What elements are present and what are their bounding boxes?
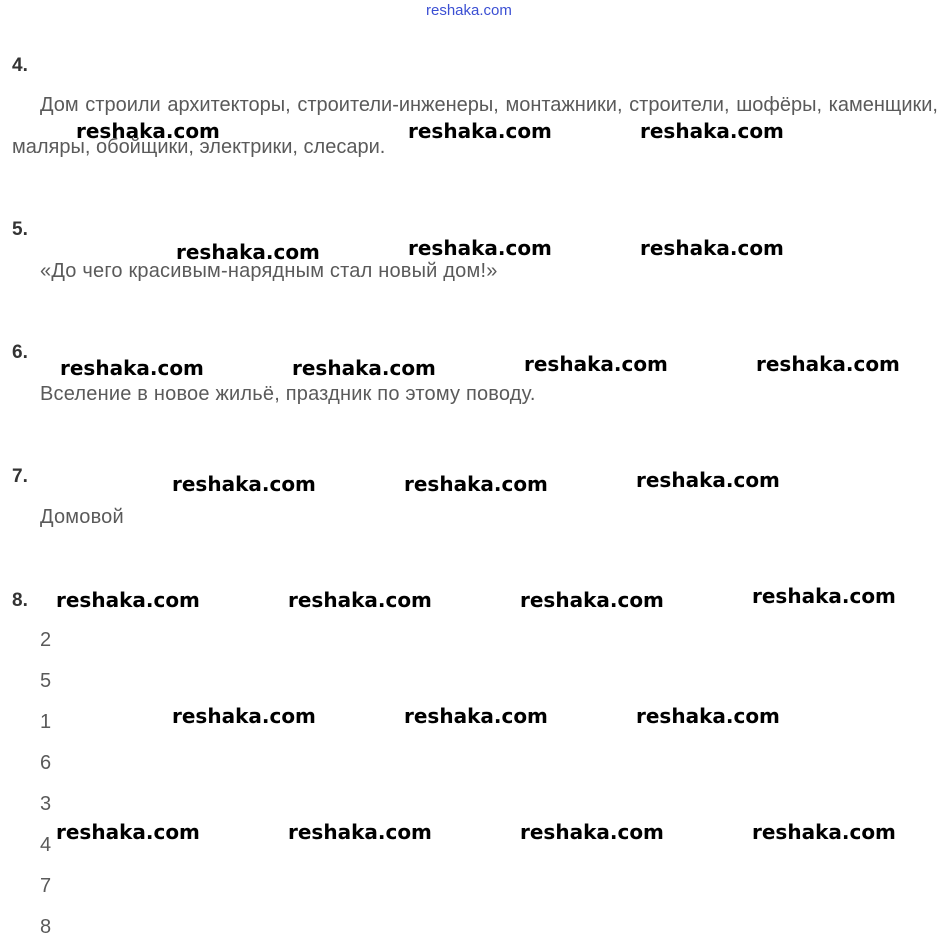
list-item: 5	[40, 670, 52, 692]
site-link[interactable]: reshaka.com	[426, 2, 512, 19]
section-number-4: 4.	[12, 55, 28, 76]
watermark-text: reshaka.com	[520, 820, 664, 844]
watermark-text: reshaka.com	[172, 472, 316, 496]
watermark-text: reshaka.com	[408, 119, 552, 143]
watermark-text: reshaka.com	[288, 820, 432, 844]
watermark-text: reshaka.com	[288, 588, 432, 612]
section-text-7: Домовой	[40, 506, 124, 528]
section-text-5: «До чего красивым-нарядным стал новый дом!»	[40, 260, 498, 282]
list-item: 8	[40, 916, 52, 938]
watermark-text: reshaka.com	[636, 468, 780, 492]
watermark-text: reshaka.com	[176, 240, 320, 264]
section-text-6: Вселение в новое жильё, праздник по этому поводу.	[40, 383, 536, 405]
watermark-text: reshaka.com	[752, 820, 896, 844]
section-text-4: Дом строили архитекторы, строители-инженеры, монтажники, строители, шофёры, каменщики, маляры, обойщики, электрики, слесари.	[12, 94, 938, 158]
watermark-text: reshaka.com	[640, 119, 784, 143]
watermark-text: reshaka.com	[292, 356, 436, 380]
list-item: 4	[40, 834, 52, 856]
section-number-6: 6.	[12, 342, 28, 363]
list-item: 7	[40, 875, 52, 897]
section-number-7: 7.	[12, 466, 28, 487]
section-number-5: 5.	[12, 219, 28, 240]
watermark-text: reshaka.com	[524, 352, 668, 376]
watermark-text: reshaka.com	[56, 820, 200, 844]
watermark-text: reshaka.com	[636, 704, 780, 728]
watermark-text: reshaka.com	[172, 704, 316, 728]
watermark-text: reshaka.com	[756, 352, 900, 376]
watermark-text: reshaka.com	[520, 588, 664, 612]
watermark-text: reshaka.com	[640, 236, 784, 260]
watermark-text: reshaka.com	[404, 704, 548, 728]
list-item: 1	[40, 711, 52, 733]
watermark-text: reshaka.com	[60, 356, 204, 380]
watermark-text: reshaka.com	[752, 584, 896, 608]
watermark-text: reshaka.com	[76, 119, 220, 143]
watermark-text: reshaka.com	[408, 236, 552, 260]
list-item: 3	[40, 793, 52, 815]
watermark-text: reshaka.com	[404, 472, 548, 496]
section-number-8: 8.	[12, 590, 28, 611]
list-item: 6	[40, 752, 52, 774]
list-item: 2	[40, 629, 52, 651]
watermark-text: reshaka.com	[56, 588, 200, 612]
